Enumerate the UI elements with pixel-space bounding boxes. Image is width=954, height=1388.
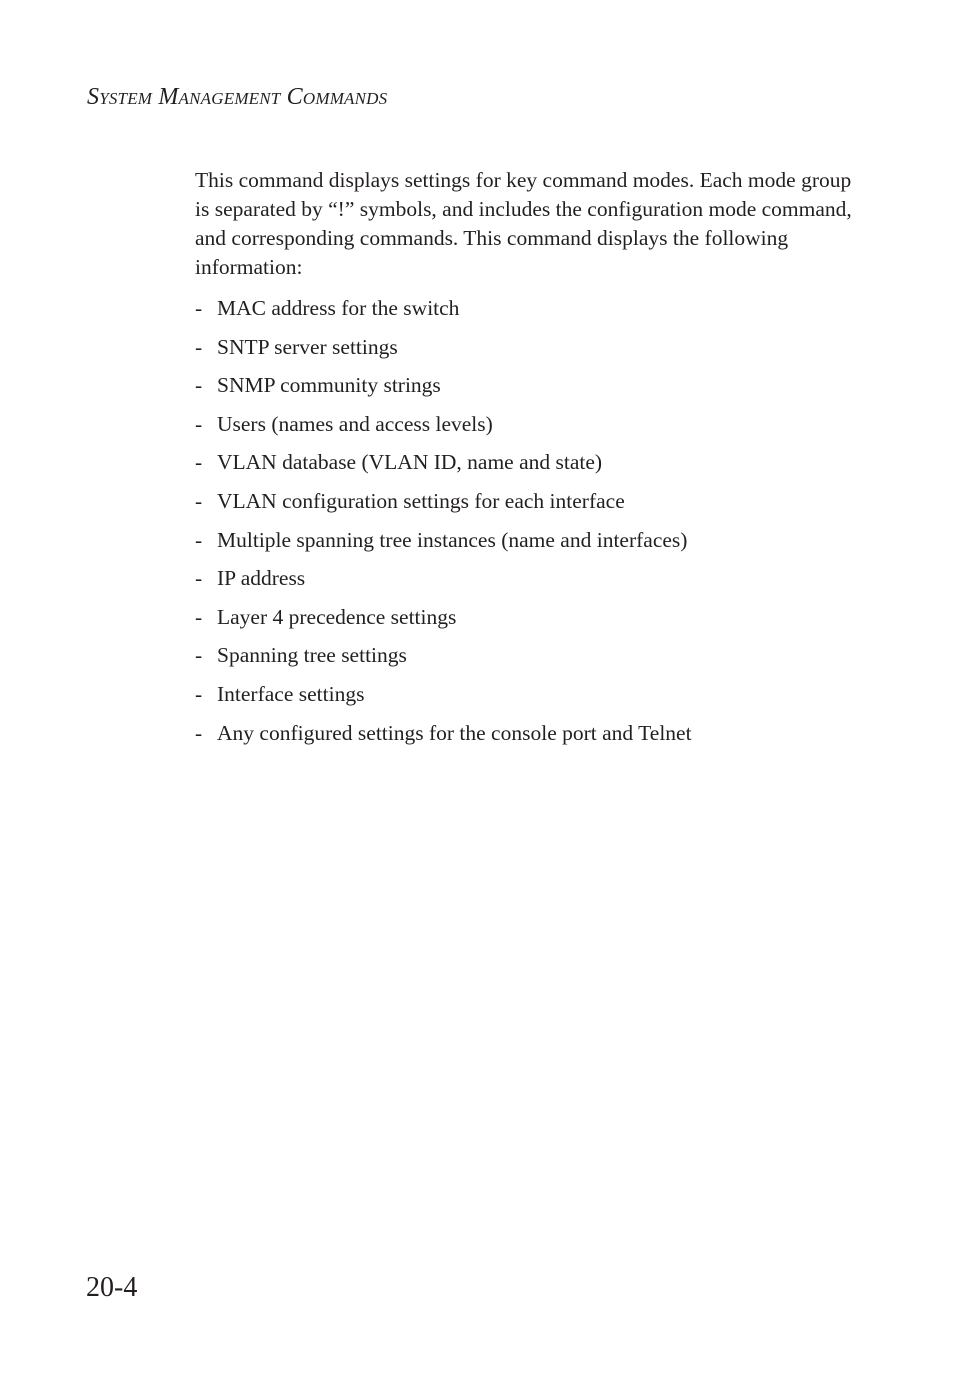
list-item — [195, 564, 692, 603]
list-item — [195, 719, 692, 758]
list-item-text: SNTP server settings — [217, 334, 398, 359]
list-item — [195, 641, 692, 680]
list-item-text: Spanning tree settings — [217, 643, 407, 668]
bullet-dash: - — [195, 334, 203, 359]
bullet-dash: - — [195, 681, 203, 706]
bullet-dash: - — [195, 643, 203, 668]
list-item-text: Users (names and access levels) — [217, 411, 493, 436]
bullet-dash: - — [195, 411, 203, 436]
list-item-text: Layer 4 precedence settings — [217, 604, 457, 629]
running-header: System Management Commands — [87, 84, 388, 110]
list-item — [195, 603, 692, 642]
list-item — [195, 526, 692, 565]
list-item — [195, 333, 692, 372]
list-item — [195, 680, 692, 719]
list-item-text: IP address — [217, 566, 306, 591]
list-item — [195, 294, 692, 333]
list-item-text: VLAN configuration settings for each interface — [217, 488, 625, 513]
list-item — [195, 371, 692, 410]
list-item — [195, 448, 692, 487]
list-item-text: VLAN database (VLAN ID, name and state) — [217, 450, 603, 475]
bullet-dash: - — [195, 720, 203, 745]
list-item-text: Any configured settings for the console port and Telnet — [217, 720, 692, 745]
list-item — [195, 410, 692, 449]
bullet-dash: - — [195, 450, 203, 475]
bullet-dash: - — [195, 488, 203, 513]
settings-list — [195, 294, 692, 757]
list-item-text: MAC address for the switch — [217, 296, 460, 320]
bullet-dash: - — [195, 527, 203, 552]
list-item-text: Multiple spanning tree instances (name and interfaces) — [217, 527, 688, 552]
bullet-dash: - — [195, 604, 203, 629]
page-number: 20-4 — [86, 1272, 138, 1303]
list-item-text: Interface settings — [217, 681, 365, 706]
bullet-dash: - — [195, 373, 203, 398]
bullet-dash: - — [195, 296, 203, 320]
intro-paragraph: This command displays settings for key command modes. Each mode group is separated by “!” symbols, and includes the configuration mode command, and corresponding commands. This command displays the following information: — [195, 168, 852, 279]
list-item-text: SNMP community strings — [217, 373, 441, 398]
list-item — [195, 487, 692, 526]
bullet-dash: - — [195, 566, 203, 591]
